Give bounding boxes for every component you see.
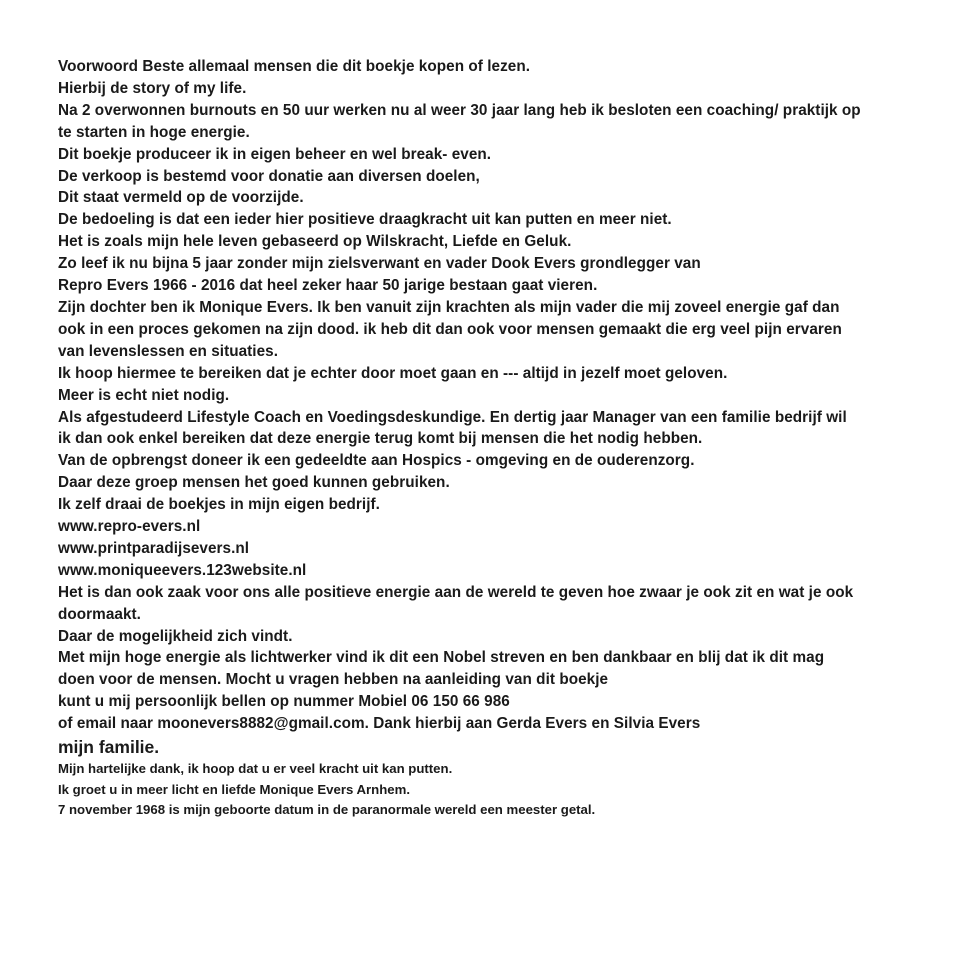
text-line: Dit staat vermeld op de voorzijde. [58,189,304,207]
text-line: Met mijn hoge energie als lichtwerker vind ik dit een Nobel streven en ben dankbaar en blij dat ik dit mag [58,649,825,667]
document-text [58,56,908,821]
text-line: Ik zelf draai de boekjes in mijn eigen bedrijf. [58,496,380,514]
text-line: Van de opbrengst doneer ik een gedeeldte aan Hospics - omgeving en de ouderenzorg. [58,452,695,470]
text-line: Ik hoop hiermee te bereiken dat je echter door moet gaan en --- altijd in jezelf moet geloven. [58,364,728,382]
text-line: De verkoop is bestemd voor donatie aan diversen doelen, [58,167,480,185]
text-line: Dit boekje produceer ik in eigen beheer en wel break- even. [58,145,492,163]
contact-phone-line: kunt u mij persoonlijk bellen op nummer Mobiel 06 150 66 986 [58,693,510,711]
text-line: Het is dan ook zaak voor ons alle positieve energie aan de wereld te geven hoe zwaar je ook zit en wat je ook [58,583,854,601]
text-line: ik dan ook enkel bereiken dat deze energie terug komt bij mensen die het nodig hebben. [58,430,703,448]
text-line: van levenslessen en situaties. [58,342,279,360]
text-line: Zo leef ik nu bijna 5 jaar zonder mijn zielsverwant en vader Dook Evers grondlegger van [58,255,701,273]
family-line: mijn familie. [58,737,160,758]
closing-line: Ik groet u in meer licht en liefde Monique Evers Arnhem. [58,781,410,797]
website-link-monique: www.moniqueevers.123website.nl [58,561,307,579]
text-line: Na 2 overwonnen burnouts en 50 uur werken nu al weer 30 jaar lang heb ik besloten een coaching/ praktijk op [58,101,861,119]
text-line: Zijn dochter ben ik Monique Evers. Ik ben vanuit zijn krachten als mijn vader die mij zoveel energie gaf dan [58,298,840,316]
text-line: Het is zoals mijn hele leven gebaseerd op Wilskracht, Liefde en Geluk. [58,233,572,251]
website-link-printparadijs: www.printparadijsevers.nl [58,539,250,557]
text-line: Hierbij de story of my life. [58,79,247,97]
text-line: doen voor de mensen. Mocht u vragen hebben na aanleiding van dit boekje [58,671,609,689]
text-line: Voorwoord Beste allemaal mensen die dit boekje kopen of lezen. [58,58,531,75]
text-line: Als afgestudeerd Lifestyle Coach en Voedingsdeskundige. En dertig jaar Manager van een familie bedrijf wil [58,408,847,426]
text-line: Meer is echt niet nodig. [58,386,230,404]
text-line: ook in een proces gekomen na zijn dood. ik heb dit dan ook voor mensen gemaakt die erg veel pijn ervaren [58,320,842,338]
contact-email-line: of email naar moonevers8882@gmail.com. Dank hierbij aan Gerda Evers en Silvia Evers [58,715,701,733]
text-line: Repro Evers 1966 - 2016 dat heel zeker haar 50 jarige bestaan gaat vieren. [58,277,598,295]
text-line: De bedoeling is dat een ieder hier positieve draagkracht uit kan putten en meer niet. [58,211,672,229]
closing-line: Mijn hartelijke dank, ik hoop dat u er veel kracht uit kan putten. [58,761,453,777]
text-line: doormaakt. [58,605,141,623]
text-line: Daar de mogelijkheid zich vindt. [58,627,293,645]
closing-line: 7 november 1968 is mijn geboorte datum in de paranormale wereld een meester getal. [58,802,596,818]
website-link-repro: www.repro-evers.nl [58,518,201,536]
text-line: te starten in hoge energie. [58,123,250,141]
text-line: Daar deze groep mensen het goed kunnen gebruiken. [58,474,450,492]
